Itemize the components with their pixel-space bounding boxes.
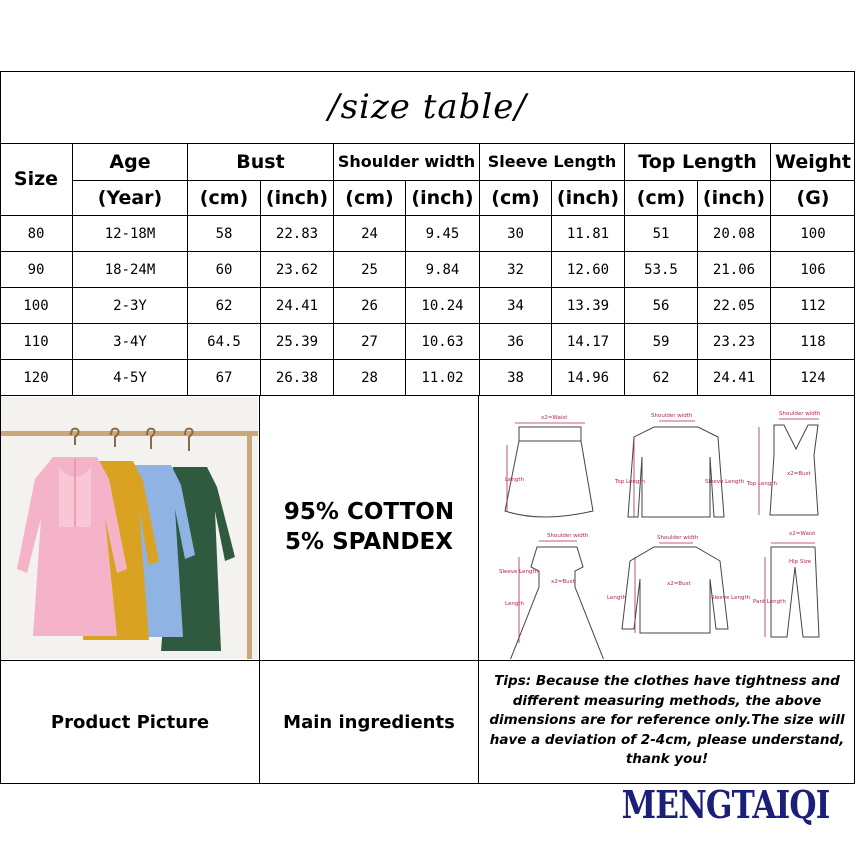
table-cell: 12.60: [566, 261, 610, 278]
table-cell: 56: [652, 297, 670, 314]
product-photo: [1, 397, 258, 659]
table-cell: 4-5Y: [113, 369, 147, 386]
table-cell: 120: [23, 369, 49, 386]
label-top-length: Top Length: [615, 479, 646, 485]
header-top-length: Top Length: [638, 150, 757, 173]
label-length: Length: [505, 477, 524, 483]
table-cell: 51: [652, 225, 670, 242]
table-cell: 25.39: [275, 333, 319, 350]
table-cell: 62: [215, 297, 233, 314]
table-cell: 24: [361, 225, 378, 242]
table-cell: 118: [800, 333, 826, 350]
size-table-title: /size table/: [328, 87, 527, 127]
table-cell: 11.81: [566, 225, 610, 242]
table-cell: 11.02: [421, 369, 464, 386]
table-cell: 80: [27, 225, 45, 242]
table-cell: 124: [800, 369, 826, 386]
table-cell: 22.83: [275, 225, 319, 242]
table-cell: 25: [361, 261, 378, 278]
table-cell: 67: [215, 369, 233, 386]
table-cell: 64.5: [207, 333, 241, 350]
product-picture-label: Product Picture: [50, 711, 210, 733]
unit-gram: (G): [796, 187, 830, 209]
brand-logo: MENGTAIQI: [621, 782, 830, 827]
unit-cm: (cm): [199, 187, 249, 209]
table-cell: 106: [800, 261, 826, 278]
header-bust: Bust: [236, 150, 285, 173]
label-bust: x2=Bust: [551, 579, 575, 585]
table-cell: 38: [507, 369, 524, 386]
header-age: Age: [109, 150, 151, 173]
unit-cm: (cm): [491, 187, 540, 209]
table-cell: 59: [652, 333, 670, 350]
label-bust: x2=Bust: [667, 581, 691, 587]
table-cell: 18-24M: [104, 261, 156, 278]
label-pant-length: Pant Length: [753, 599, 786, 605]
table-cell: 26.38: [275, 369, 319, 386]
table-cell: 22.05: [712, 297, 756, 314]
label-sleeve-length: Sleeve Length: [705, 479, 745, 485]
table-cell: 26: [361, 297, 378, 314]
table-cell: 23.62: [275, 261, 319, 278]
label-hip: Hip Size: [789, 559, 812, 565]
table-cell: 60: [215, 261, 233, 278]
label-waist: x2=Waist: [789, 531, 816, 537]
table-cell: 2-3Y: [113, 297, 147, 314]
label-shoulder: Shoulder width: [651, 413, 693, 419]
table-cell: 10.24: [421, 297, 464, 314]
table-cell: 36: [507, 333, 524, 350]
ingredient-spandex: 5% SPANDEX: [285, 529, 453, 555]
table-cell: 21.06: [712, 261, 756, 278]
table-cell: 58: [215, 225, 233, 242]
table-cell: 13.39: [566, 297, 610, 314]
label-length: Length: [607, 595, 626, 601]
unit-cm: (cm): [636, 187, 686, 209]
table-cell: 3-4Y: [113, 333, 147, 350]
header-size: Size: [13, 168, 59, 190]
table-cell: 100: [23, 297, 49, 314]
unit-inch: (inch): [265, 187, 329, 209]
divider: [0, 395, 855, 396]
measurement-diagram: [479, 397, 855, 659]
table-cell: 53.5: [644, 261, 678, 278]
table-cell: 62: [652, 369, 670, 386]
table-cell: 9.45: [425, 225, 460, 242]
label-sleeve-length: Sleeve Length: [499, 569, 539, 575]
title-row: [0, 71, 855, 143]
tips-text: Tips: Because the clothes have tightness and different measuring methods, the above dimensions are for reference only.The size will have a deviation of 2-4cm, please understand, thank you!: [489, 673, 845, 768]
table-cell: 30: [507, 225, 524, 242]
table-cell: 10.63: [421, 333, 464, 350]
unit-inch: (inch): [411, 187, 474, 209]
unit-inch: (inch): [702, 187, 766, 209]
table-cell: 27: [361, 333, 378, 350]
table-cell: 12-18M: [104, 225, 156, 242]
label-shoulder: Shoulder width: [779, 411, 821, 417]
main-ingredients-label: Main ingredients: [283, 711, 455, 733]
table-cell: 23.23: [712, 333, 756, 350]
table-cell: 14.96: [566, 369, 610, 386]
header-sleeve-length: Sleeve Length: [487, 152, 617, 171]
header-weight: Weight: [775, 150, 851, 173]
table-cell: 34: [507, 297, 524, 314]
ingredients-text: [260, 497, 478, 557]
label-length: Length: [505, 601, 524, 607]
label-bust: x2=Bust: [787, 471, 811, 477]
label-waist: x2=Waist: [541, 415, 568, 421]
table-cell: 28: [361, 369, 378, 386]
label-shoulder: Shoulder width: [657, 535, 699, 541]
unit-year: (Year): [97, 187, 163, 209]
table-cell: 24.41: [712, 369, 756, 386]
table-cell: 110: [23, 333, 49, 350]
header-shoulder-width: Shoulder width: [337, 152, 476, 171]
table-cell: 14.17: [566, 333, 610, 350]
table-cell: 100: [800, 225, 826, 242]
table-cell: 32: [507, 261, 524, 278]
table-cell: 112: [800, 297, 826, 314]
ingredient-cotton: 95% COTTON: [283, 499, 455, 525]
label-shoulder: Shoulder width: [547, 533, 589, 539]
unit-inch: (inch): [556, 187, 620, 209]
table-cell: 24.41: [275, 297, 319, 314]
table-cell: 9.84: [425, 261, 460, 278]
label-top-length: Top Length: [747, 481, 778, 487]
unit-cm: (cm): [345, 187, 394, 209]
table-cell: 20.08: [712, 225, 756, 242]
label-sleeve-length: Sleeve Length: [711, 595, 751, 601]
table-cell: 90: [27, 261, 45, 278]
